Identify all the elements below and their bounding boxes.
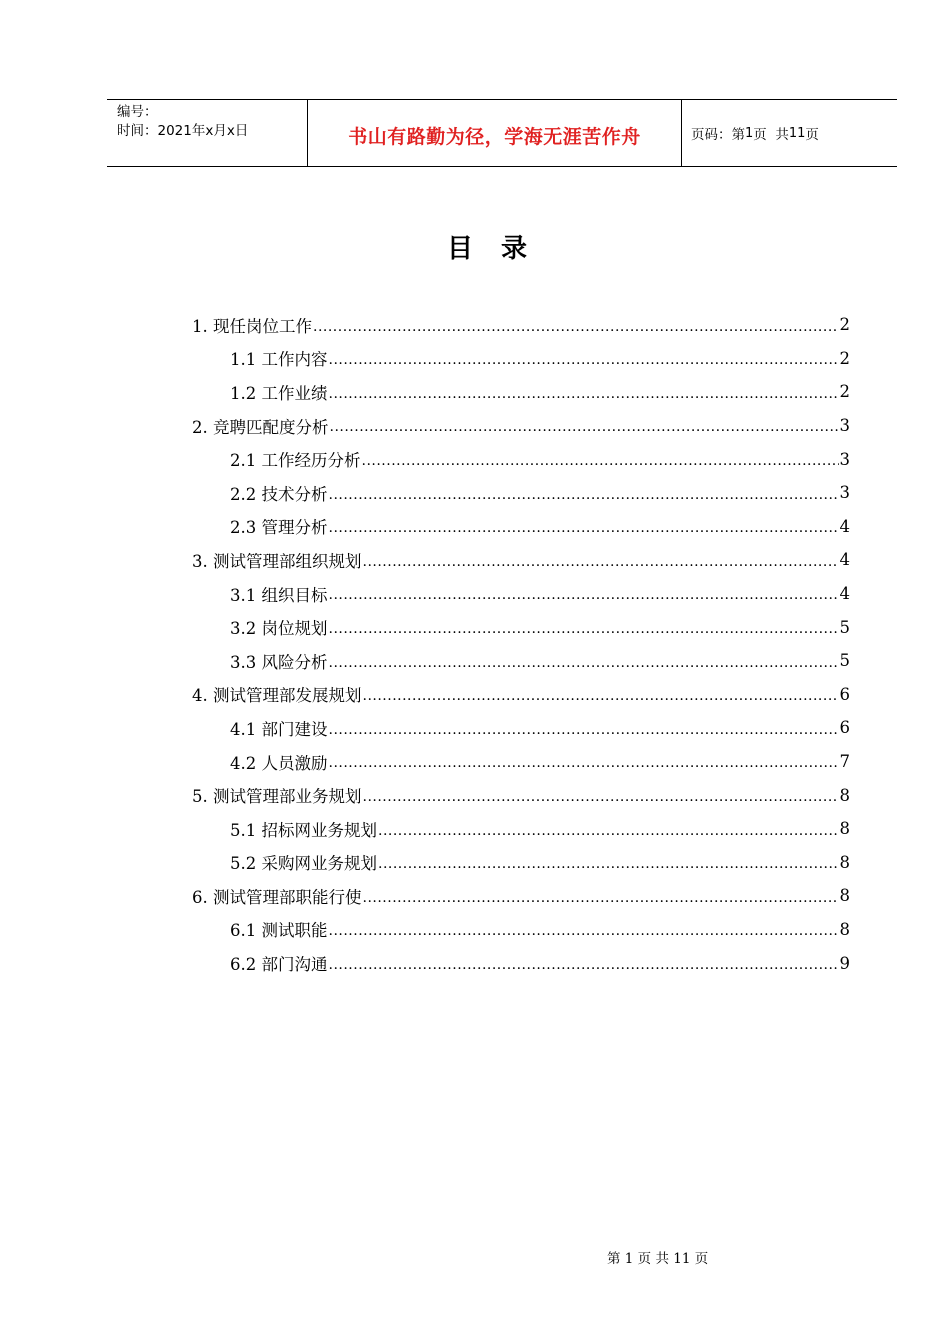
toc-entry-label: 5.1 招标网业务规划 bbox=[230, 820, 377, 840]
toc-entry-label: 6. 测试管理部职能行使 bbox=[192, 887, 362, 907]
toc-dot-leader bbox=[363, 688, 839, 711]
toc-entry-page: 7 bbox=[839, 752, 850, 772]
toc-entry-label: 4. 测试管理部发展规划 bbox=[192, 686, 362, 706]
toc-entry[interactable] bbox=[192, 476, 850, 510]
toc-entry-label: 6.1 测试职能 bbox=[230, 921, 328, 941]
toc-dot-leader bbox=[362, 453, 839, 476]
toc-entry-label: 4.1 部门建设 bbox=[230, 719, 328, 739]
toc-entry-label: 3.1 组织目标 bbox=[230, 585, 328, 605]
toc-entry-page: 2 bbox=[839, 382, 850, 402]
toc-dot-leader bbox=[329, 520, 839, 543]
toc-entry[interactable] bbox=[192, 678, 850, 712]
toc-entry-label: 2. 竞聘匹配度分析 bbox=[192, 417, 329, 437]
toc-entry[interactable] bbox=[192, 510, 850, 544]
document-date: 时间：2021年x月x日 bbox=[117, 123, 249, 139]
toc-entry-page: 8 bbox=[839, 852, 850, 872]
toc-entry-page: 8 bbox=[839, 785, 850, 805]
toc-entry-page: 2 bbox=[839, 348, 850, 368]
toc-dot-leader bbox=[378, 823, 839, 846]
table-of-contents bbox=[192, 308, 850, 980]
toc-entry[interactable] bbox=[192, 409, 850, 443]
toc-entry-page: 2 bbox=[839, 315, 850, 335]
toc-dot-leader bbox=[363, 789, 839, 812]
toc-entry-page: 8 bbox=[839, 886, 850, 906]
header-page-cell bbox=[682, 100, 897, 166]
toc-entry[interactable] bbox=[192, 846, 850, 880]
header-meta-cell bbox=[107, 100, 308, 166]
toc-entry-page: 4 bbox=[839, 550, 850, 570]
toc-entry-page: 8 bbox=[839, 919, 850, 939]
toc-entry[interactable] bbox=[192, 308, 850, 342]
toc-entry-page: 6 bbox=[839, 684, 850, 704]
toc-entry-label: 3.2 岗位规划 bbox=[230, 619, 328, 639]
toc-entry-page: 9 bbox=[839, 953, 850, 973]
toc-entry[interactable] bbox=[192, 812, 850, 846]
toc-entry[interactable] bbox=[192, 577, 850, 611]
page-label-mid: 页 共 bbox=[753, 127, 789, 143]
document-number-label: 编号： bbox=[117, 104, 158, 120]
toc-entry-label: 5.2 采购网业务规划 bbox=[230, 854, 377, 874]
toc-entry-label: 6.2 部门沟通 bbox=[230, 955, 328, 975]
toc-dot-leader bbox=[329, 957, 839, 980]
toc-entry[interactable] bbox=[192, 442, 850, 476]
toc-entry-label: 2.3 管理分析 bbox=[230, 518, 328, 538]
toc-dot-leader bbox=[363, 554, 839, 577]
toc-entry-page: 5 bbox=[839, 651, 850, 671]
toc-dot-leader bbox=[329, 755, 839, 778]
toc-entry-page: 4 bbox=[839, 584, 850, 604]
header-motto-cell bbox=[308, 100, 682, 166]
toc-dot-leader bbox=[329, 722, 839, 745]
toc-entry-label: 2.2 技术分析 bbox=[230, 484, 328, 504]
toc-entry[interactable] bbox=[192, 778, 850, 812]
toc-dot-leader bbox=[378, 856, 839, 879]
toc-entry-label: 4.2 人员激励 bbox=[230, 753, 328, 773]
page-footer: 第 1 页 共 11 页 bbox=[607, 1251, 709, 1267]
toc-entry[interactable] bbox=[192, 745, 850, 779]
toc-dot-leader bbox=[329, 587, 839, 610]
toc-title: 目录 bbox=[446, 234, 555, 264]
toc-entry[interactable] bbox=[192, 543, 850, 577]
toc-dot-leader bbox=[313, 319, 839, 342]
toc-entry-page: 3 bbox=[839, 449, 850, 469]
toc-entry-label: 1.2 工作业绩 bbox=[230, 383, 328, 403]
toc-entry[interactable] bbox=[192, 375, 850, 409]
toc-entry-label: 3. 测试管理部组织规划 bbox=[192, 551, 362, 571]
toc-entry-page: 6 bbox=[839, 718, 850, 738]
toc-entry-label: 2.1 工作经历分析 bbox=[230, 451, 361, 471]
toc-entry-page: 8 bbox=[839, 819, 850, 839]
toc-entry[interactable] bbox=[192, 913, 850, 947]
toc-entry-label: 3.3 风险分析 bbox=[230, 652, 328, 672]
toc-entry[interactable] bbox=[192, 879, 850, 913]
page-label-suffix: 页 bbox=[805, 127, 819, 143]
toc-entry-label: 1. 现任岗位工作 bbox=[192, 316, 312, 336]
page-total: 11 bbox=[788, 125, 806, 141]
toc-dot-leader bbox=[329, 352, 839, 375]
toc-entry-label: 5. 测试管理部业务规划 bbox=[192, 787, 362, 807]
toc-entry[interactable] bbox=[192, 946, 850, 980]
toc-dot-leader bbox=[329, 621, 839, 644]
toc-entry-label: 1.1 工作内容 bbox=[230, 350, 328, 370]
toc-entry[interactable] bbox=[192, 342, 850, 376]
page-label-prefix: 页码：第 bbox=[691, 127, 745, 143]
toc-entry[interactable] bbox=[192, 711, 850, 745]
toc-dot-leader bbox=[329, 923, 839, 946]
page-current: 1 bbox=[745, 125, 754, 141]
toc-dot-leader bbox=[363, 890, 839, 913]
toc-entry-page: 5 bbox=[839, 617, 850, 637]
toc-entry-page: 4 bbox=[839, 516, 850, 536]
page-header bbox=[107, 99, 897, 167]
toc-dot-leader bbox=[329, 386, 839, 409]
toc-dot-leader bbox=[329, 655, 839, 678]
toc-dot-leader bbox=[330, 419, 839, 442]
toc-dot-leader bbox=[329, 487, 839, 510]
toc-entry-page: 3 bbox=[839, 483, 850, 503]
toc-entry[interactable] bbox=[192, 610, 850, 644]
header-motto: 书山有路勤为径，学海无涯苦作舟 bbox=[348, 125, 641, 148]
toc-entry-page: 3 bbox=[839, 416, 850, 436]
toc-entry[interactable] bbox=[192, 644, 850, 678]
